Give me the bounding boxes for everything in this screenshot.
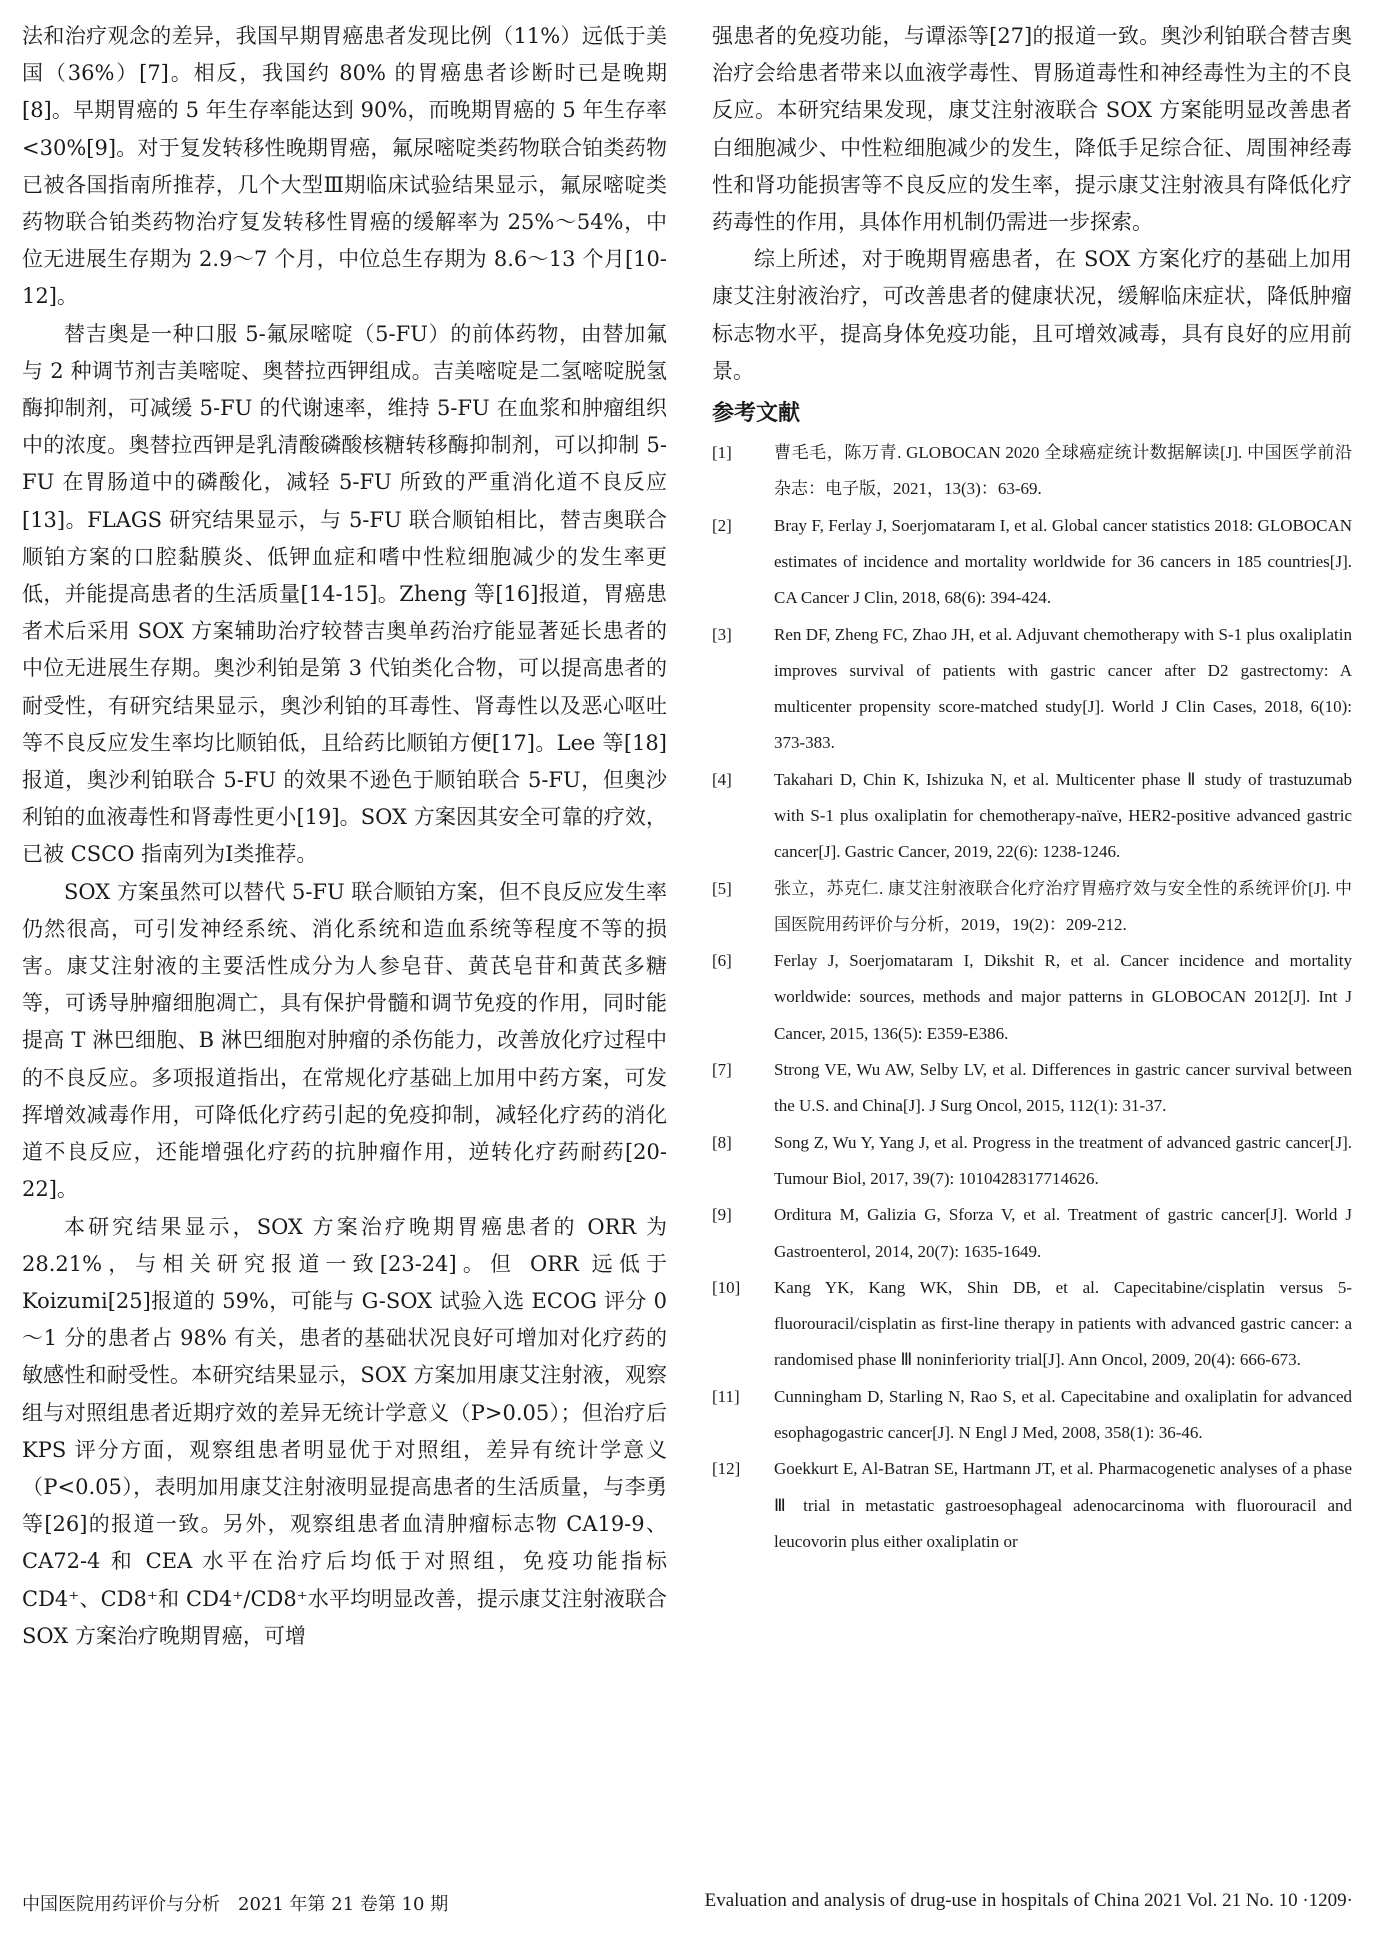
reference-item bbox=[712, 762, 1352, 871]
reference-number: [8] bbox=[712, 1132, 732, 1152]
reference-item bbox=[712, 1197, 1352, 1270]
reference-text: Goekkurt E, Al-Batran SE, Hartmann JT, et al. Pharmacogenetic analyses of a phase Ⅲ trial in metastatic gastroesophageal adenocarcinoma with fluorouracil and leucovorin plus either oxaliplatin or bbox=[774, 1459, 1352, 1551]
reference-item bbox=[712, 1270, 1352, 1379]
reference-text: Cunningham D, Starling N, Rao S, et al. Capecitabine and oxaliplatin for advanced esophagogastric cancer[J]. N Engl J Med, 2008, 358(1): 36-46. bbox=[774, 1386, 1352, 1443]
reference-number: [5] bbox=[712, 878, 732, 898]
reference-text: Takahari D, Chin K, Ishizuka N, et al. Multicenter phase Ⅱ study of trastuzumab with S-1 plus oxaliplatin for chemotherapy-naïve, HER2-positive advanced gastric cancer[J]. Gastric Cancer, 2019, 22(6): 1238-1246. bbox=[774, 769, 1352, 862]
reference-item bbox=[712, 1379, 1352, 1452]
reference-text: 曹毛毛，陈万青. GLOBOCAN 2020 全球癌症统计数据解读[J]. 中国医学前沿杂志：电子版，2021，13(3)：63-69. bbox=[774, 443, 1352, 499]
reference-item bbox=[712, 1451, 1352, 1560]
right-column bbox=[712, 18, 1352, 1560]
reference-number: [12] bbox=[712, 1459, 741, 1479]
reference-text: Bray F, Ferlay J, Soerjomataram I, et al. Global cancer statistics 2018: GLOBOCAN estimates of incidence and mortality worldwide for 36 cancers in 185 countries[J]. CA Cancer J Clin, 2018, 68(6): 394-424. bbox=[774, 515, 1352, 608]
reference-list bbox=[712, 435, 1352, 1560]
reference-item bbox=[712, 1125, 1352, 1198]
journal-name-cn: 中国医院用药评价与分析 2021 年第 21 卷第 10 期 bbox=[22, 1894, 449, 1915]
reference-number: [2] bbox=[712, 515, 732, 535]
reference-item bbox=[712, 943, 1352, 1052]
reference-number: [9] bbox=[712, 1205, 732, 1225]
reference-number: [11] bbox=[712, 1386, 740, 1406]
reference-text: 张立，苏克仁. 康艾注射液联合化疗治疗胃癌疗效与安全性的系统评价[J]. 中国医院用药评价与分析，2019，19(2)：209-212. bbox=[774, 878, 1352, 934]
body-paragraph: 替吉奥是一种口服 5-氟尿嘧啶（5-FU）的前体药物，由替加氟与 2 种调节剂吉美嘧啶、奥替拉西钾组成。吉美嘧啶是二氢嘧啶脱氢酶抑制剂，可减缓 5-FU 的代谢速率，维持 5-FU 在血浆和肿瘤组织中的浓度。奥替拉西钾是乳清酸磷酸核糖转移酶抑制剂，可以抑制 5-FU 在胃肠道中的磷酸化，减轻 5-FU 所致的严重消化道不良反应[13]。FLAGS 研究结果显示，与 5-FU 联合顺铂相比，替吉奥联合顺铂方案的口腔黏膜炎、低钾血症和嗜中性粒细胞减少的发生率更低，并能提高患者的生活质量[14-15]。Zheng 等[16]报道，胃癌患者术后采用 SOX 方案辅助治疗较替吉奥单药治疗能显著延长患者的中位无进展生存期。奥沙利铂是第 3 代铂类化合物，可以提高患者的耐受性，有研究结果显示，奥沙利铂的耳毒性、肾毒性以及恶心呕吐等不良反应发生率均比顺铂低，且给药比顺铂方便[17]。Lee 等[18]报道，奥沙利铂联合 5-FU 的效果不逊色于顺铂联合 5-FU，但奥沙利铂的血液毒性和肾毒性更小[19]。SOX 方案因其安全可靠的疗效，已被 CSCO 指南列为Ⅰ类推荐。 bbox=[22, 321, 667, 867]
reference-item bbox=[712, 1052, 1352, 1125]
left-column bbox=[22, 18, 667, 1655]
body-paragraph: 本研究结果显示，SOX 方案治疗晚期胃癌患者的 ORR 为 28.21%，与相关研究报道一致[23-24]。但 ORR 远低于 Koizumi[25]报道的 59%，可能与 G-SOX 试验入选 ECOG 评分 0～1 分的患者占 98% 有关，患者的基础状况良好可增加对化疗药的敏感性和耐受性。本研究结果显示，SOX 方案加用康艾注射液，观察组与对照组患者近期疗效的差异无统计学意义（P>0.05）；但治疗后 KPS 评分方面，观察组患者明显优于对照组，差异有统计学意义（P<0.05），表明加用康艾注射液明显提高患者的生活质量，与李勇等[26]的报道一致。另外，观察组患者血清肿瘤标志物 CA19-9、CA72-4 和 CEA 水平在治疗后均低于对照组，免疫功能指标 CD4⁺、CD8⁺和 CD4⁺/CD8⁺水平均明显改善，提示康艾注射液联合 SOX 方案治疗晚期胃癌，可增 bbox=[22, 1214, 667, 1648]
body-paragraph: 强患者的免疫功能，与谭添等[27]的报道一致。奥沙利铂联合替吉奥治疗会给患者带来以血液学毒性、胃肠道毒性和神经毒性为主的不良反应。本研究结果发现，康艾注射液联合 SOX 方案能明显改善患者白细胞减少、中性粒细胞减少的发生，降低手足综合征、周围神经毒性和肾功能损害等不良反应的发生率，提示康艾注射液具有降低化疗药毒性的作用，具体作用机制仍需进一步探索。 bbox=[712, 24, 1352, 235]
reference-item bbox=[712, 871, 1352, 944]
reference-number: [10] bbox=[712, 1277, 741, 1297]
reference-text: Orditura M, Galizia G, Sforza V, et al. Treatment of gastric cancer[J]. World J Gastroenterol, 2014, 20(7): 1635-1649. bbox=[774, 1205, 1352, 1261]
reference-item bbox=[712, 508, 1352, 617]
reference-number: [7] bbox=[712, 1060, 732, 1080]
reference-number: [6] bbox=[712, 951, 732, 971]
reference-text: Kang YK, Kang WK, Shin DB, et al. Capecitabine/cisplatin versus 5-fluorouracil/cisplatin as first-line therapy in patients with advanced gastric cancer: a randomised phase Ⅲ noninferiority trial[J]. Ann Oncol, 2009, 20(4): 666-673. bbox=[774, 1277, 1352, 1370]
reference-item bbox=[712, 617, 1352, 762]
journal-name-en: Evaluation and analysis of drug-use in hospitals of China 2021 Vol. 21 No. 10 ·1209· bbox=[704, 1890, 1353, 1911]
body-paragraph: SOX 方案虽然可以替代 5-FU 联合顺铂方案，但不良反应发生率仍然很高，可引发神经系统、消化系统和造血系统等程度不等的损害。康艾注射液的主要活性成分为人参皂苷、黄芪皂苷和黄芪多糖等，可诱导肿瘤细胞凋亡，具有保护骨髓和调节免疫的作用，同时能提高 T 淋巴细胞、B 淋巴细胞对肿瘤的杀伤能力，改善放化疗过程中的不良反应。多项报道指出，在常规化疗基础上加用中药方案，可发挥增效减毒作用，可降低化疗药引起的免疫抑制，减轻化疗药的消化道不良反应，还能增强化疗药的抗肿瘤作用，逆转化疗药耐药[20-22]。 bbox=[22, 879, 667, 1202]
body-paragraph: 法和治疗观念的差异，我国早期胃癌患者发现比例（11%）远低于美国（36%）[7]。相反，我国约 80% 的胃癌患者诊断时已是晚期[8]。早期胃癌的 5 年生存率能达到 90%，而晚期胃癌的 5 年生存率<30%[9]。对于复发转移性晚期胃癌，氟尿嘧啶类药物联合铂类药物已被各国指南所推荐，几个大型Ⅲ期临床试验结果显示，氟尿嘧啶类药物联合铂类药物治疗复发转移性胃癌的缓解率为 25%～54%，中位无进展生存期为 2.9～7 个月，中位总生存期为 8.6～13 个月[10-12]。 bbox=[22, 24, 667, 309]
reference-number: [4] bbox=[712, 769, 732, 789]
reference-number: [1] bbox=[712, 443, 732, 463]
references-heading: 参考文献 bbox=[712, 401, 801, 427]
reference-text: Ferlay J, Soerjomataram I, Dikshit R, et al. Cancer incidence and mortality worldwide: sources, methods and major patterns in GLOBOCAN 2012[J]. Int J Cancer, 2015, 136(5): E359-E386. bbox=[774, 951, 1352, 1043]
reference-number: [3] bbox=[712, 624, 732, 644]
reference-text: Strong VE, Wu AW, Selby LV, et al. Differences in gastric cancer survival between the U.S. and China[J]. J Surg Oncol, 2015, 112(1): 31-37. bbox=[774, 1060, 1352, 1116]
reference-text: Ren DF, Zheng FC, Zhao JH, et al. Adjuvant chemotherapy with S-1 plus oxaliplatin improves survival of patients with gastric cancer after D2 gastrectomy: A multicenter propensity score-matched study[J]. World J Clin Cases, 2018, 6(10): 373-383. bbox=[774, 624, 1352, 753]
reference-item bbox=[712, 435, 1352, 508]
reference-text: Song Z, Wu Y, Yang J, et al. Progress in the treatment of advanced gastric cancer[J]. Tumour Biol, 2017, 39(7): 1010428317714626. bbox=[774, 1132, 1352, 1188]
body-paragraph: 综上所述，对于晚期胃癌患者，在 SOX 方案化疗的基础上加用康艾注射液治疗，可改善患者的健康状况，缓解临床症状，降低肿瘤标志物水平，提高身体免疫功能，且可增效减毒，具有良好的应用前景。 bbox=[712, 247, 1352, 383]
